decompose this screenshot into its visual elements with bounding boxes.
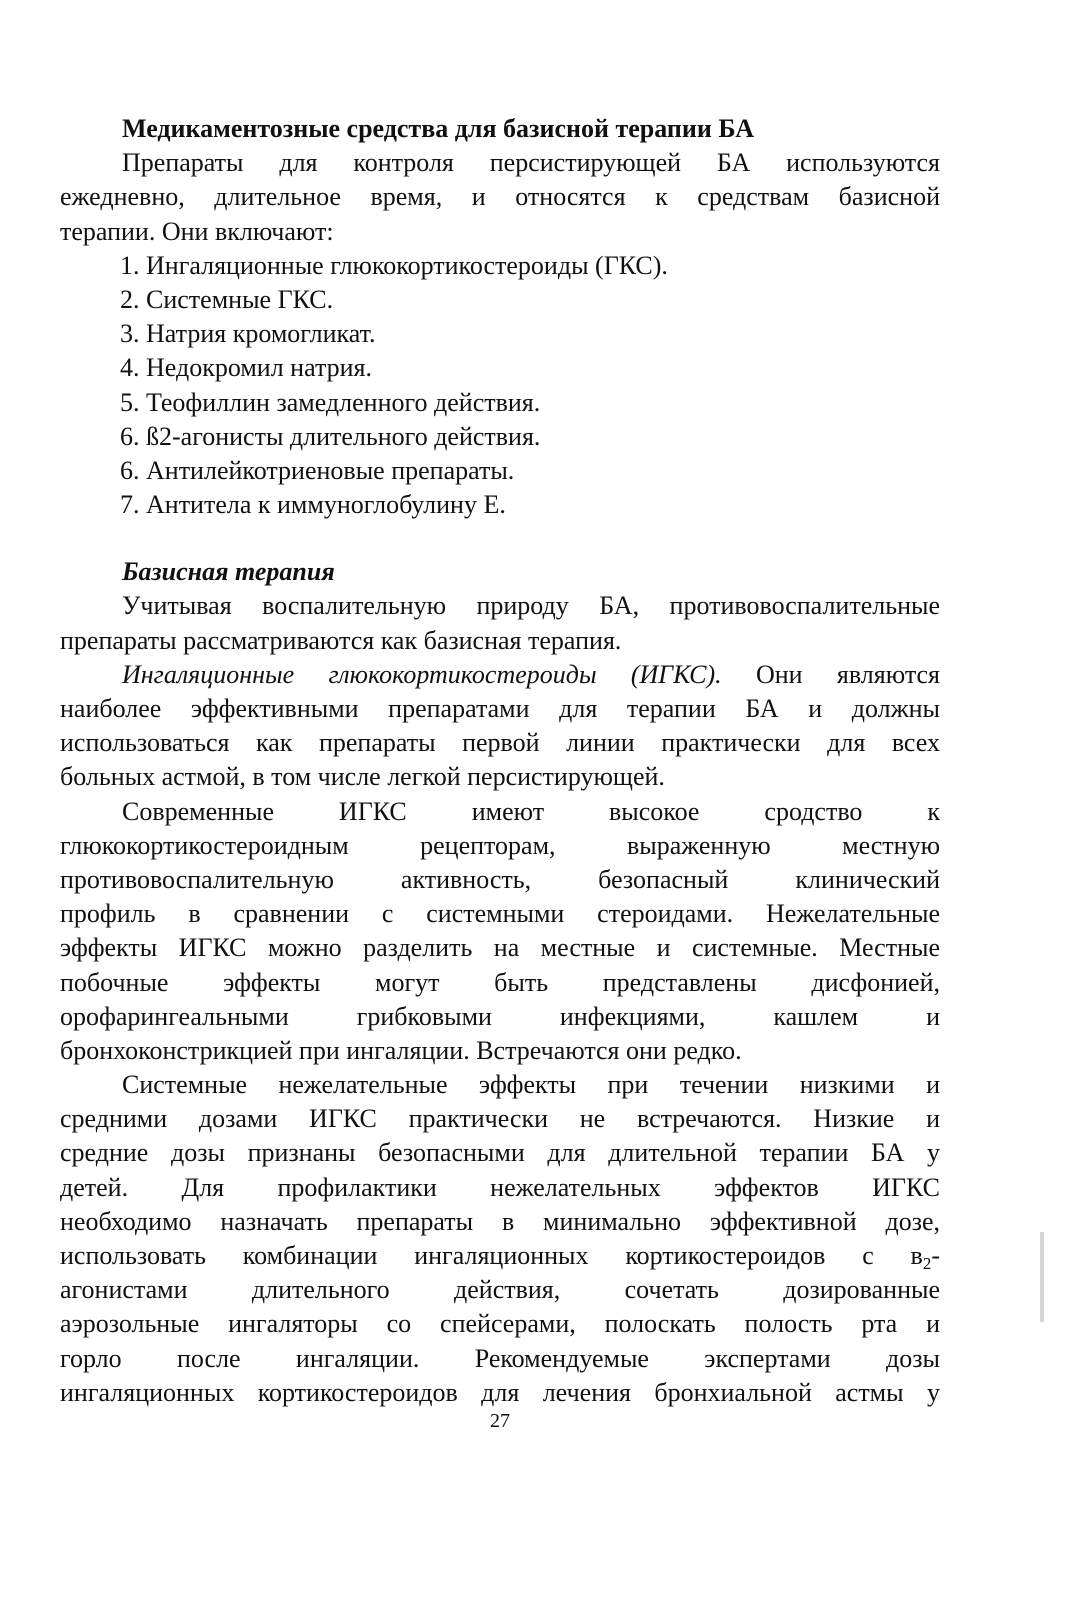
paragraph-line: агонистами длительного действия, сочетать дозированные: [60, 1275, 940, 1305]
paragraph-line: средними дозами ИГКС практически не встречаются. Низкие и: [60, 1104, 940, 1134]
paragraph-line: профиль в сравнении с системными стероидами. Нежелательные: [60, 899, 940, 929]
list-item: 5. Теофиллин замедленного действия.: [120, 387, 541, 417]
paragraph-text: -: [931, 1241, 940, 1271]
section-gap: [60, 522, 940, 555]
list-item: 1. Ингаляционные глюкокортикостероиды (ГКС).: [120, 250, 668, 280]
paragraph-text: Они являются: [721, 659, 940, 689]
list-item: 6. Антилейкотриеновые препараты.: [120, 455, 515, 485]
intro-line: Препараты для контроля персистирующей БА используются: [122, 148, 940, 178]
paragraph-line: использоваться как препараты первой линии практически для всех: [60, 728, 940, 758]
paragraph-line: [60, 1239, 940, 1273]
list-item: 3. Натрия кромогликат.: [120, 319, 376, 349]
paragraph-line: бронхоконстрикцией при ингаляции. Встречаются они редко.: [60, 1035, 742, 1065]
paragraph-line: Системные нежелательные эффекты при течении низкими и: [122, 1070, 940, 1100]
paragraph-line: [60, 658, 940, 692]
paragraph-line: необходимо назначать препараты в минимально эффективной дозе,: [60, 1206, 940, 1236]
paragraph-line: ингаляционных кортикостероидов для лечения бронхиальной астмы у: [60, 1377, 940, 1407]
list-item: 4. Недокромил натрия.: [120, 353, 373, 383]
list-item: 6. ß2-агонисты длительного действия.: [120, 421, 541, 451]
section-heading: Медикаментозные средства для базисной терапии БА: [122, 114, 754, 143]
paragraph-line: глюкокортикостероидным рецепторам, выраженную местную: [60, 830, 940, 860]
paragraph-line: противовоспалительную активность, безопасный клинический: [60, 864, 940, 894]
paragraph-line: Учитывая воспалительную природу БА, противовоспалительные: [122, 591, 940, 621]
document-page: [60, 112, 940, 1410]
paragraph-line: побочные эффекты могут быть представлены дисфонией,: [60, 967, 940, 997]
paragraph-line: эффекты ИГКС можно разделить на местные и системные. Местные: [60, 933, 940, 963]
paragraph-line: средние дозы признаны безопасными для длительной терапии БА у: [60, 1138, 940, 1168]
intro-line: терапии. Они включают:: [60, 216, 334, 246]
paragraph-line: Современные ИГКС имеют высокое сродство к: [122, 796, 940, 826]
paragraph-line: больных астмой, в том числе легкой персистирующей.: [60, 762, 665, 792]
term-italic: Ингаляционные глюкокортикостероиды (ИГКС).: [122, 659, 722, 689]
subscript-text: 2: [922, 1254, 932, 1274]
paragraph-text: использовать комбинации ингаляционных кортикостероидов с в: [60, 1241, 923, 1271]
paragraph-line: аэрозольные ингаляторы со спейсерами, полоскать полость рта и: [60, 1309, 940, 1339]
paragraph-line: наиболее эффективными препаратами для терапии БА и должны: [60, 694, 940, 724]
list-item: 2. Системные ГКС.: [120, 284, 334, 314]
paragraph-line: препараты рассматриваются как базисная терапия.: [60, 625, 622, 655]
paragraph-line: горло после ингаляции. Рекомендуемые экспертами дозы: [60, 1343, 940, 1373]
list-item: 7. Антитела к иммуноглобулину Е.: [120, 490, 506, 520]
page-number: 27: [490, 1410, 510, 1432]
scan-edge-mark: [1040, 1232, 1044, 1322]
paragraph-line: орофарингеальными грибковыми инфекциями, кашлем и: [60, 1001, 940, 1031]
paragraph-line: детей. Для профилактики нежелательных эффектов ИГКС: [60, 1172, 940, 1202]
subsection-heading: Базисная терапия: [122, 557, 335, 587]
intro-line: ежедневно, длительное время, и относятся к средствам базисной: [60, 182, 940, 212]
